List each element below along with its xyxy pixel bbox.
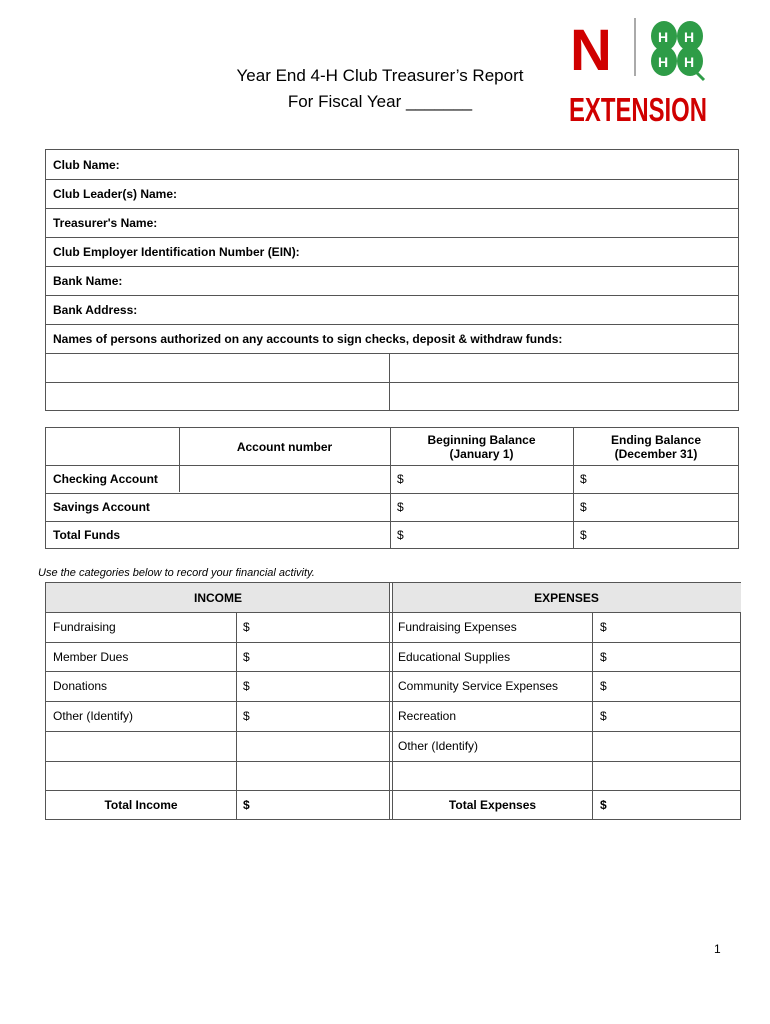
signer-field-1[interactable]: [46, 353, 389, 382]
savings-ending-field[interactable]: [580, 493, 739, 521]
expense-fundraising-amount[interactable]: [600, 612, 740, 642]
beginning-balance-label: Beginning Balance: [427, 432, 536, 447]
expense-item-community-service: Community Service Expenses: [398, 679, 559, 693]
currency-sign: $: [243, 649, 250, 664]
signer-field-2[interactable]: [389, 353, 739, 382]
income-item-fundraising: Fundraising: [53, 620, 116, 634]
club-info-table: [45, 149, 739, 411]
club-leaders-label: Club Leader(s) Name:: [53, 187, 178, 201]
expense-blank-field[interactable]: [393, 761, 592, 790]
currency-sign: $: [580, 472, 587, 486]
total-income-amount[interactable]: [243, 790, 389, 820]
savings-beginning-field[interactable]: [397, 493, 573, 521]
logo-graphic: [568, 18, 710, 126]
currency-sign: $: [600, 649, 607, 664]
signer-field-4[interactable]: [389, 382, 739, 411]
currency-sign: $: [580, 500, 587, 514]
bank-name-label: Bank Name:: [53, 274, 123, 288]
ein-field[interactable]: [46, 237, 738, 266]
page-number: 1: [714, 942, 721, 956]
income-other-amount[interactable]: [243, 701, 389, 731]
beginning-balance-header: [390, 428, 573, 465]
currency-sign: $: [243, 620, 250, 634]
ending-balance-label: Ending Balance: [610, 432, 702, 447]
income-item-member-dues: Member Dues: [53, 649, 129, 664]
checking-beginning-field[interactable]: [397, 465, 573, 493]
signer-field-3[interactable]: [46, 382, 389, 411]
income-member-dues-amount[interactable]: [243, 642, 389, 671]
checking-account-number-field[interactable]: [179, 465, 390, 493]
expenses-header: EXPENSES: [534, 590, 599, 605]
accounts-table: [45, 427, 739, 549]
report-title: Year End 4-H Club Treasurer’s Report: [236, 66, 524, 85]
expense-item-recreation: Recreation: [398, 709, 457, 723]
fiscal-year-line: For Fiscal Year _______: [287, 92, 473, 111]
currency-sign: $: [600, 798, 607, 812]
income-blank-field-2[interactable]: [46, 761, 236, 790]
treasurer-name-label: Treasurer's Name:: [53, 216, 158, 230]
savings-account-label: Savings Account: [53, 500, 150, 514]
currency-sign: $: [600, 620, 607, 634]
total-ending-field[interactable]: [580, 521, 739, 549]
checking-account-label: Checking Account: [53, 472, 158, 486]
instruction-note: Use the categories below to record your financial activity.: [38, 567, 315, 579]
svg-text:H: H: [684, 54, 695, 70]
account-number-header: Account number: [236, 439, 333, 454]
expense-community-amount[interactable]: [600, 671, 740, 701]
total-beginning-field[interactable]: [397, 521, 573, 549]
expense-recreation-amount[interactable]: [600, 701, 740, 731]
ein-label: Club Employer Identification Number (EIN):: [53, 245, 300, 259]
income-expenses-table: [45, 582, 741, 820]
bank-address-label: Bank Address:: [53, 303, 138, 317]
svg-text:H: H: [684, 29, 695, 45]
currency-sign: $: [243, 798, 250, 812]
total-funds-label: Total Funds: [53, 528, 121, 542]
currency-sign: $: [580, 528, 587, 542]
bank-name-field[interactable]: [46, 266, 738, 295]
ending-balance-date: (December 31): [614, 446, 698, 461]
currency-sign: $: [600, 709, 607, 723]
expense-item-fundraising: Fundraising Expenses: [398, 620, 517, 634]
savings-account-number-field[interactable]: [179, 493, 390, 521]
income-blank-field-1[interactable]: [46, 731, 236, 761]
clover-icon: [651, 21, 704, 80]
currency-sign: $: [243, 709, 250, 723]
ending-balance-header: [573, 428, 739, 465]
expense-item-other: Other (Identify): [398, 739, 479, 753]
authorized-signers-label-row: [46, 324, 738, 353]
club-name-field[interactable]: [46, 150, 738, 179]
currency-sign: $: [600, 679, 607, 693]
authorized-signers-label: Names of persons authorized on any accounts to sign checks, deposit & withdraw funds:: [53, 332, 563, 346]
treasurer-name-field[interactable]: [46, 208, 738, 237]
income-donations-amount[interactable]: [243, 671, 389, 701]
expense-item-educational-supplies: Educational Supplies: [398, 649, 511, 664]
income-fundraising-amount[interactable]: [243, 612, 389, 642]
currency-sign: $: [397, 528, 404, 542]
svg-text:H: H: [658, 54, 669, 70]
checking-ending-field[interactable]: [580, 465, 739, 493]
currency-sign: $: [243, 679, 250, 693]
currency-sign: $: [397, 500, 404, 514]
club-leaders-field[interactable]: [46, 179, 738, 208]
n-logo-letter: N: [570, 18, 612, 83]
income-item-donations: Donations: [53, 679, 108, 693]
total-expenses-label: Total Expenses: [448, 798, 537, 812]
nebraska-extension-logo: [568, 18, 710, 126]
bank-address-field[interactable]: [46, 295, 738, 324]
club-name-label: Club Name:: [53, 157, 120, 172]
beginning-balance-date: (January 1): [449, 446, 514, 461]
total-income-label: Total Income: [104, 798, 178, 812]
expense-educational-amount[interactable]: [600, 642, 740, 671]
income-item-other: Other (Identify): [53, 709, 134, 723]
total-expenses-amount[interactable]: [600, 790, 740, 820]
extension-wordmark: EXTENSION: [569, 91, 707, 128]
income-header: INCOME: [194, 590, 242, 605]
currency-sign: $: [397, 472, 404, 486]
svg-text:H: H: [658, 29, 669, 45]
expense-other-amount[interactable]: [593, 731, 741, 761]
